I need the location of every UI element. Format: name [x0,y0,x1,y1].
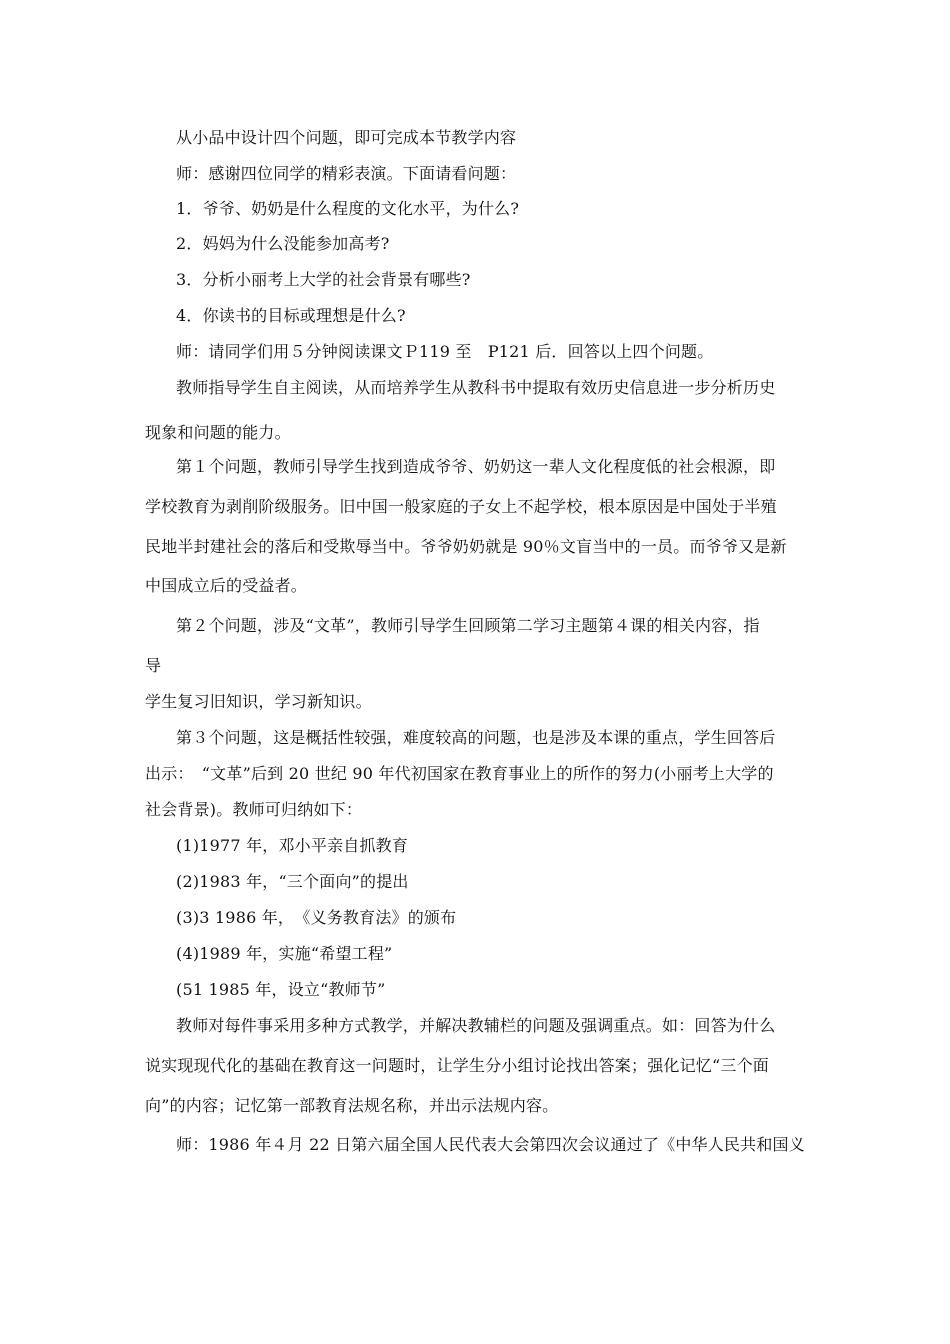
text-line: 学生复习旧知识，学习新知识。 [145,692,372,711]
text-line: 4．你读书的目标或理想是什么? [176,306,406,325]
text-line: (3)3 1986 年， 《义务教育法》的颁布 [176,908,457,927]
text-line: 现象和问题的能力。 [145,423,291,442]
text-line: 学校教育为剥削阶级服务。旧中国一般家庭的子女上不起学校，根本原因是中国处于半殖 [145,497,777,516]
text-line: 第１个问题，教师引导学生找到造成爷爷、奶奶这一辈人文化程度低的社会根源，即 [176,457,776,476]
text-line: (1)1977 年，邓小平亲自抓教育 [176,836,409,855]
text-line: 2．妈妈为什么没能参加高考? [176,234,390,253]
text-line: 教师对每件事采用多种方式教学，并解决教辅栏的问题及强调重点。如：回答为什么 [176,1016,776,1035]
text-line: (2)1983 年，“三个面向”的提出 [176,872,409,891]
text-line: 民地半封建社会的落后和受欺辱当中。爷爷奶奶就是 90％文盲当中的一员。而爷爷又是新 [145,537,787,556]
text-line: 师：请同学们用５分钟阅读课文Ｐ119 至 P121 后．回答以上四个问题。 [176,342,714,361]
text-line: 第３个问题，这是概括性较强，难度较高的问题，也是涉及本课的重点，学生回答后 [176,728,776,747]
text-line: 导 [145,656,162,675]
text-line: 3．分析小丽考上大学的社会背景有哪些? [176,270,471,289]
text-line: 第２个问题，涉及“文革”，教师引导学生回顾第二学习主题第４课的相关内容，指 [176,616,760,635]
text-line: 1．爷爷、奶奶是什么程度的文化水平，为什么? [176,199,520,218]
text-line: (4)1989 年，实施“希望工程” [176,944,393,963]
text-line: 中国成立后的受益者。 [145,576,308,595]
text-line: 教师指导学生自主阅读，从而培养学生从教科书中提取有效历史信息进一步分析历史 [176,378,776,397]
text-line: 师：1986 年４月 22 日第六届全国人民代表大会第四次会议通过了《中华人民共和国义 [176,1135,805,1154]
text-line: 从小品中设计四个问题，即可完成本节教学内容 [176,128,517,147]
text-line: 说实现现代化的基础在教育这一问题时，让学生分小组讨论找出答案；强化记忆“三个面 [145,1056,769,1075]
text-line: 社会背景)。教师可归纳如下： [145,800,363,819]
text-line: 师：感谢四位同学的精彩表演。下面请看问题： [176,164,517,183]
text-line: 出示： “文革”后到 20 世纪 90 年代初国家在教育事业上的所作的努力(小丽考上大学的 [145,764,774,783]
text-line: (51 1985 年，设立“教师节” [176,980,386,999]
text-line: 向”的内容；记忆第一部教育法规名称，并出示法规内容。 [145,1096,559,1115]
